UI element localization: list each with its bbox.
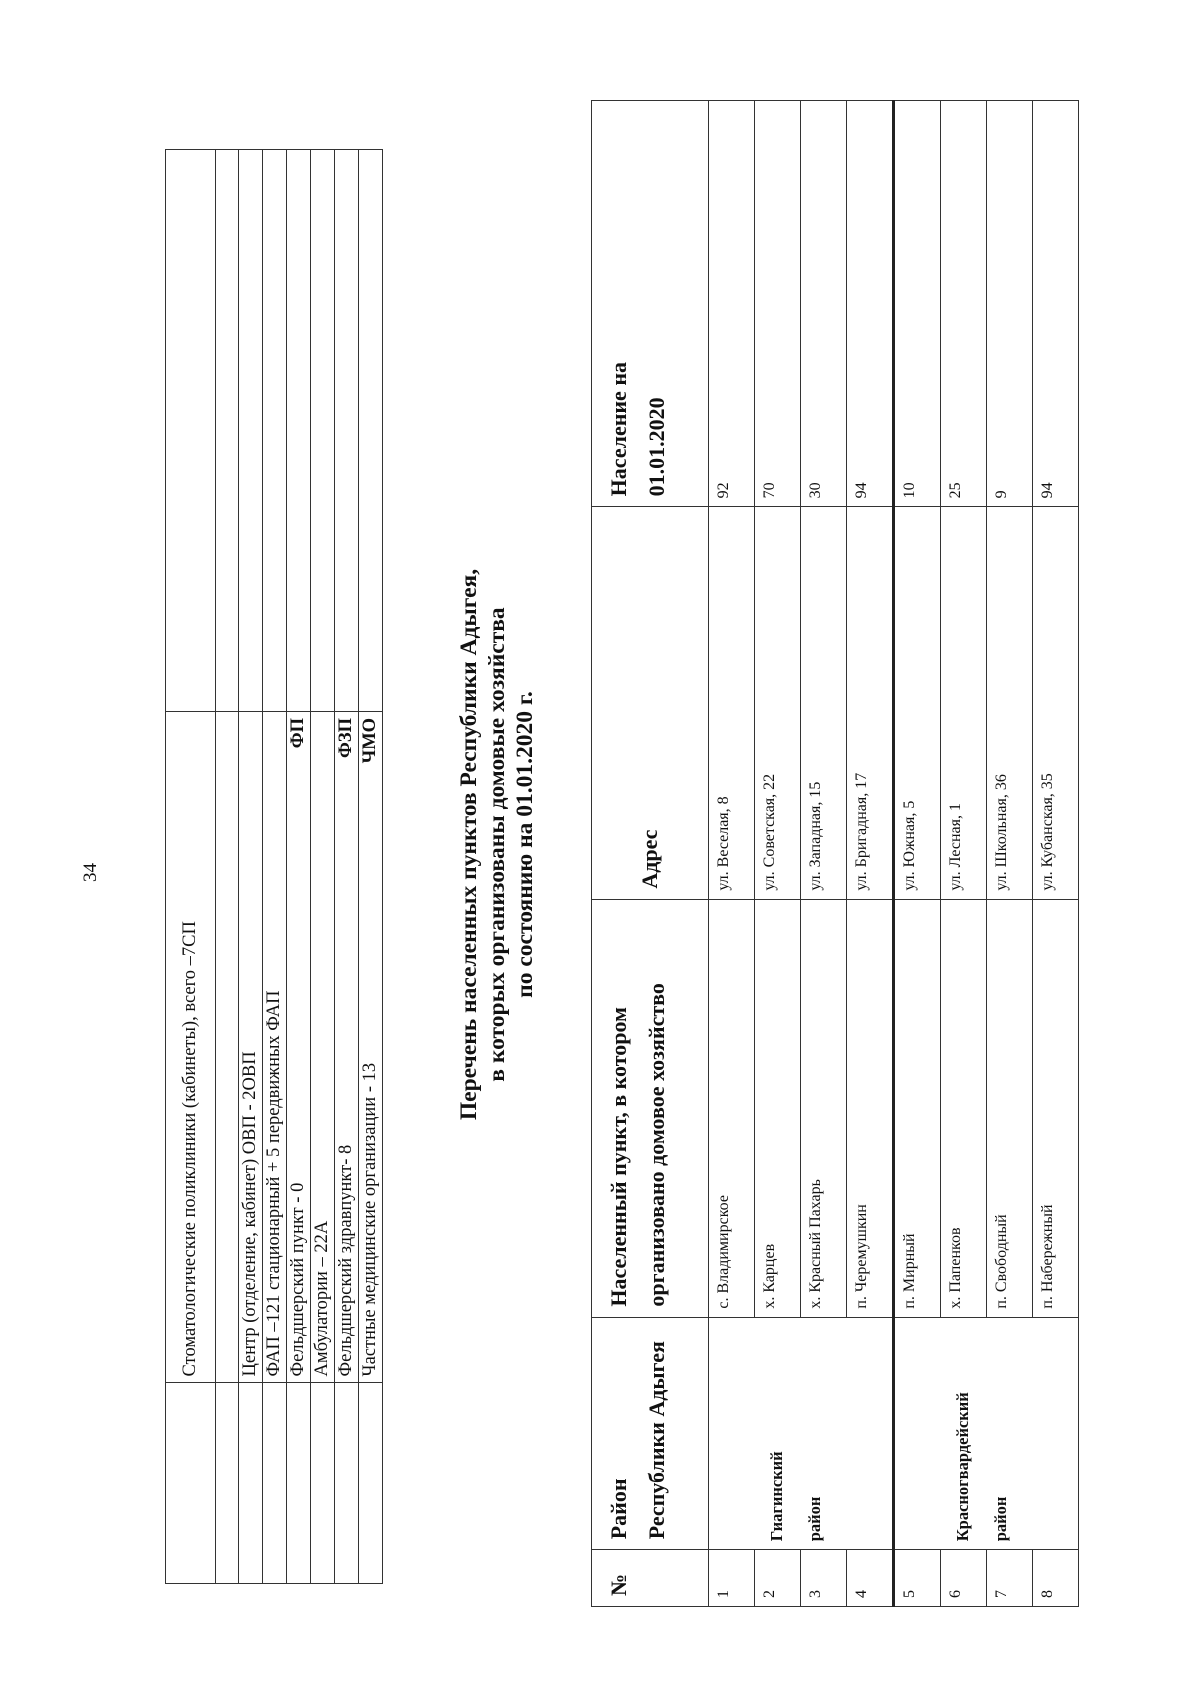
table-row: 4 п. Черемушкин ул. Бригадная, 17 94 <box>847 101 894 1607</box>
facilities-item: Амбулатории – 22А <box>311 711 335 1383</box>
district-cell: Гиагинский район <box>709 1317 894 1550</box>
facilities-row <box>287 150 311 1584</box>
header-num: № <box>592 1550 709 1607</box>
table-row: 3 х. Красный Пахарь ул. Западная, 15 30 <box>801 101 847 1607</box>
table-row: 8 п. Набережный ул. Кубанская, 35 94 <box>1033 101 1079 1607</box>
facilities-row <box>239 150 263 1584</box>
district-cell: Красногвардейский район <box>894 1317 1079 1550</box>
facilities-item: ФАП –121 стационарный + 5 передвижных ФАП <box>263 711 287 1383</box>
table-row: 5 Красногвардейский район п. Мирный ул. Южная, 5 10 <box>894 101 941 1607</box>
table-row: 6 х. Папенков ул. Лесная, 1 25 <box>941 101 987 1607</box>
households-table <box>591 100 1079 1607</box>
table-row: 2 х. Карцев ул. Советская, 22 70 <box>755 101 801 1607</box>
facilities-row <box>263 150 287 1584</box>
header-population: Население на 01.01.2020 <box>592 101 709 507</box>
page-number: 34 <box>80 863 101 882</box>
facilities-dental: Стоматологические поликлиники (кабинеты), всего –7СП <box>166 711 216 1383</box>
facilities-item: Частные медицинские организации - 13 ЧМО <box>359 711 383 1383</box>
header-locality: Населенный пункт, в котором организовано домовое хозяйство <box>592 899 709 1317</box>
table-row: 7 п. Свободный ул. Школьная, 36 9 <box>987 101 1033 1607</box>
table-row: 1 Гиагинский район с. Владимирское ул. Веселая, 8 92 <box>709 101 755 1607</box>
facilities-row <box>166 150 216 1584</box>
facilities-item: Фельдшерский здравпункт- 8 ФЗП <box>335 711 359 1383</box>
facilities-item: Фельдшерский пункт - 0 ФП <box>287 711 311 1383</box>
facilities-table <box>165 149 383 1584</box>
facilities-row <box>359 150 383 1584</box>
facilities-row <box>335 150 359 1584</box>
facilities-row <box>311 150 335 1584</box>
table-header-row <box>592 101 709 1607</box>
header-district: Район Республики Адыгея <box>592 1317 709 1550</box>
facilities-item: Центр (отделение, кабинет) ОВП - 2ОВП <box>239 711 263 1383</box>
header-address: Адрес <box>592 507 709 899</box>
section-heading: Перечень населенных пунктов Республики Адыгея, в которых организованы домовые хозяйства по состоянию на 01.01.2020 г. <box>456 568 538 1121</box>
